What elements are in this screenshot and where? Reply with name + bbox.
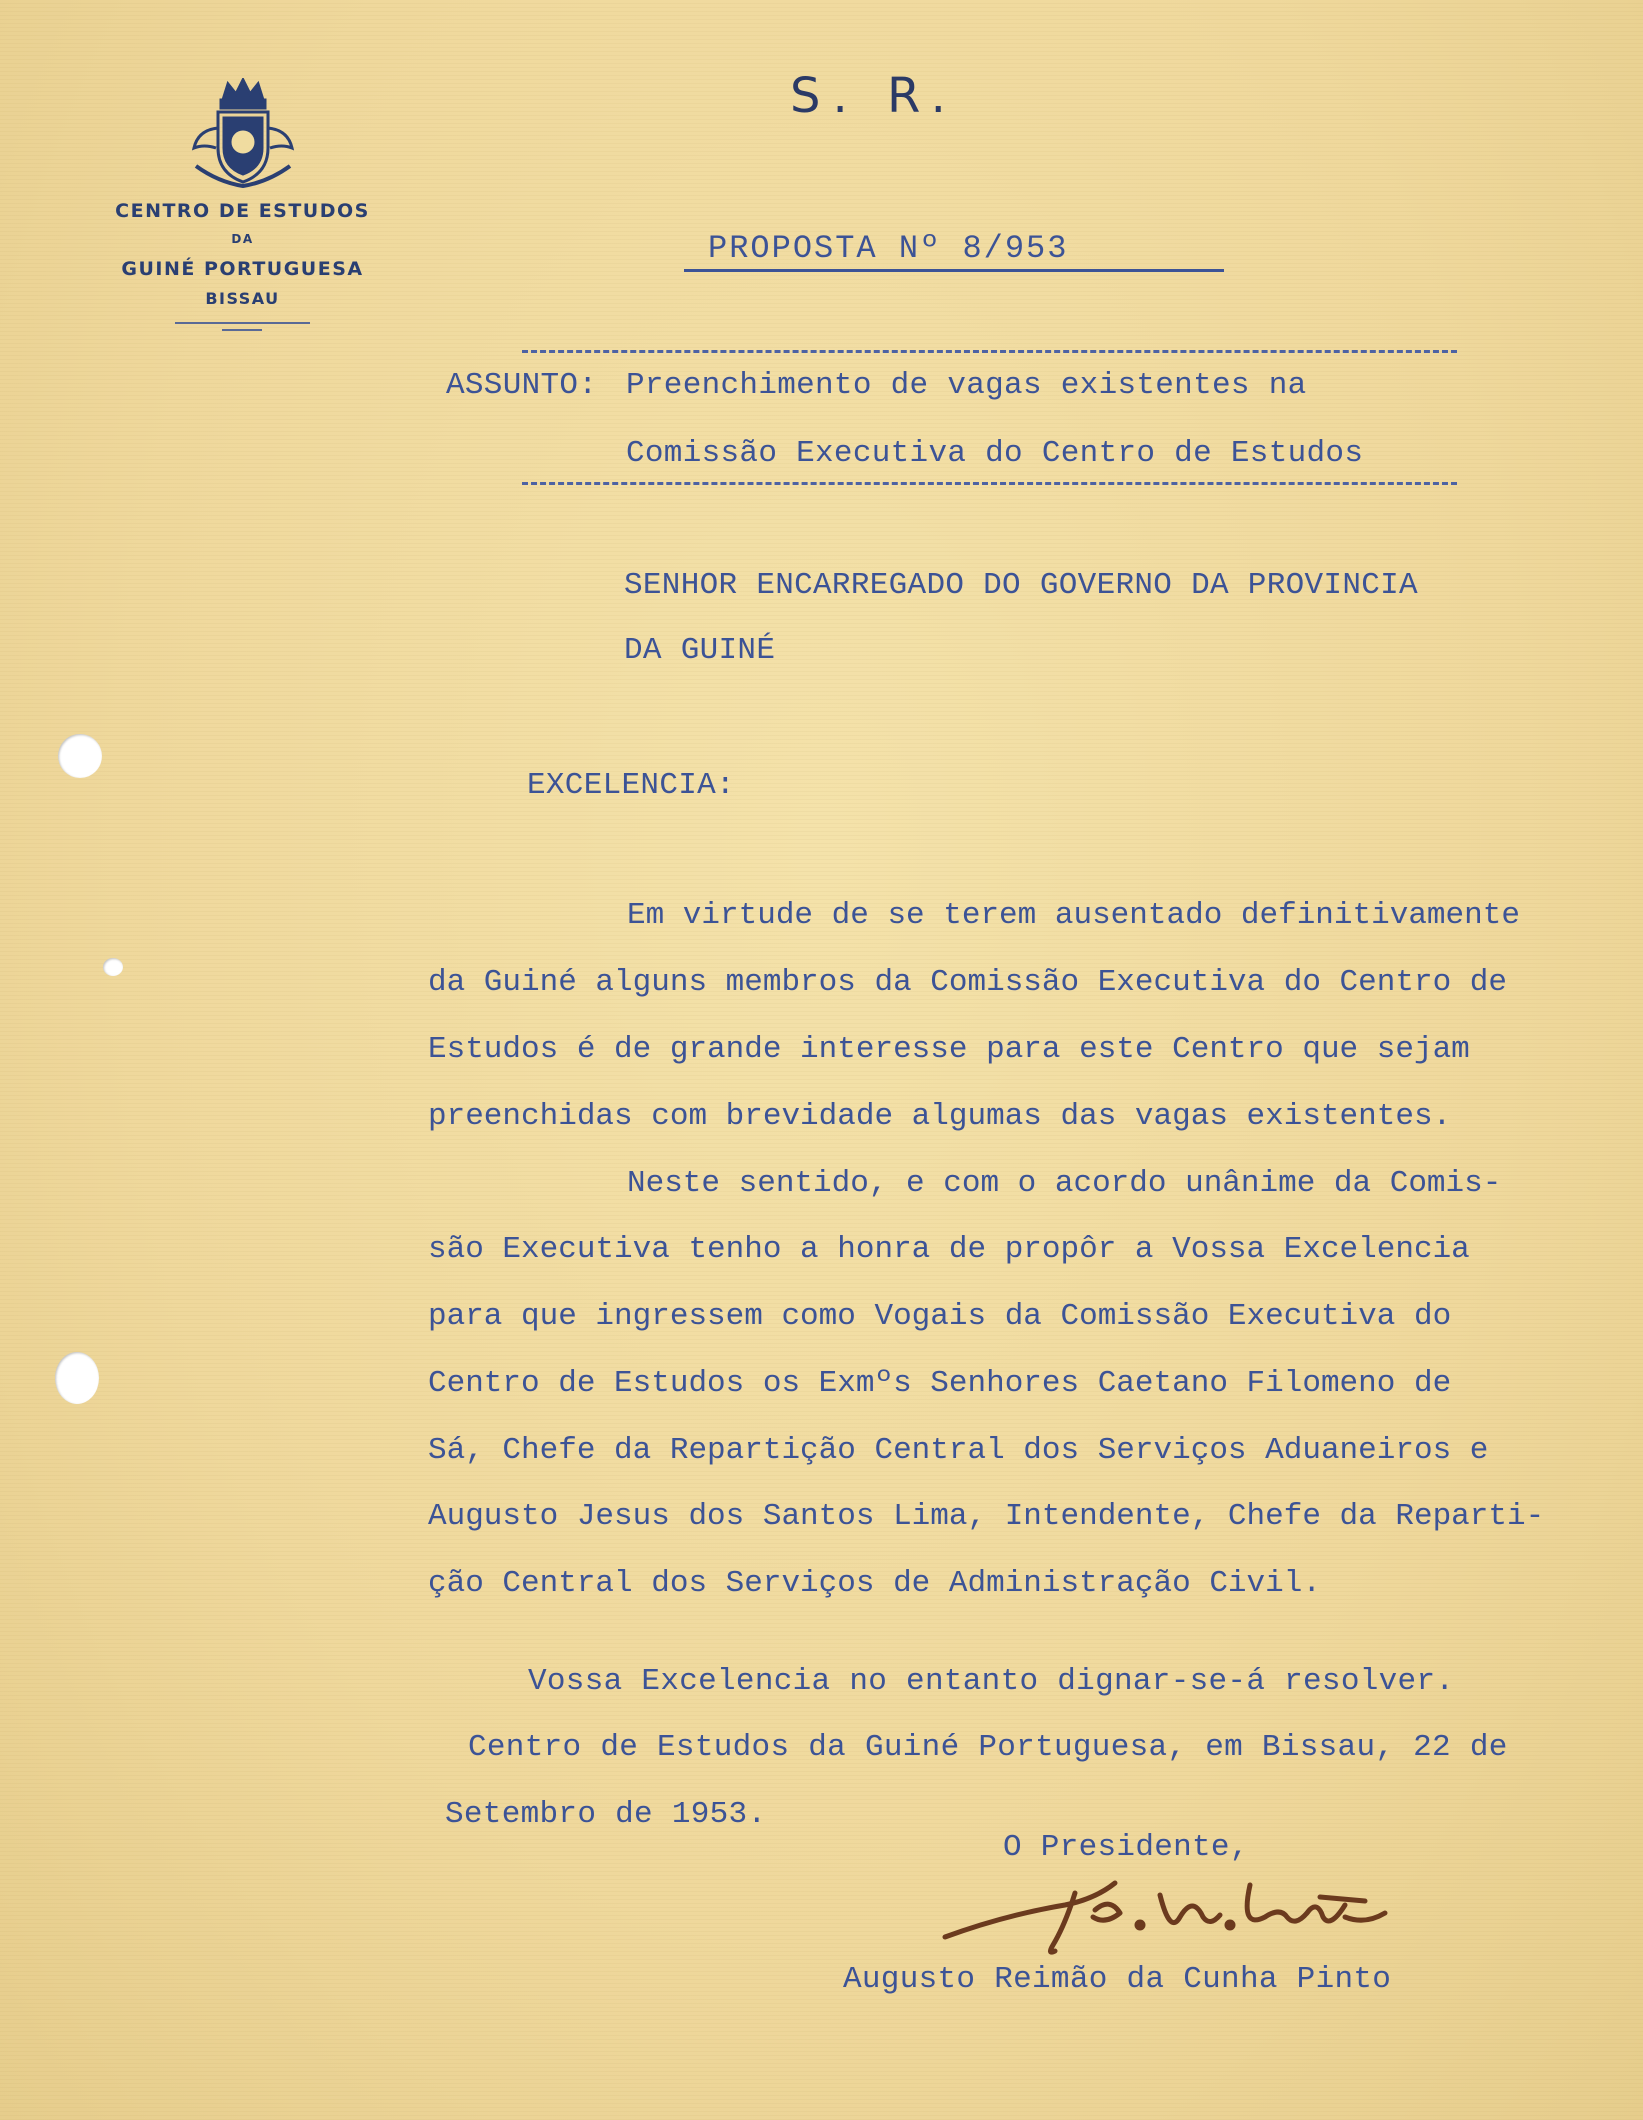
subject-line-1: Preenchimento de vagas existentes na <box>626 368 1307 403</box>
place-date-line-2: Setembro de 1953. <box>445 1797 767 1832</box>
coat-of-arms-seal <box>188 78 298 190</box>
paragraph-1-line-2 <box>428 965 1572 1011</box>
punch-hole-top <box>58 734 102 778</box>
letterhead-rule <box>175 322 310 324</box>
closing-line: Vossa Excelencia no entanto dignar-se-á resolver. <box>528 1664 1455 1699</box>
proposal-underline <box>684 269 1224 272</box>
paragraph-1-text-2: da Guiné alguns membros da Comissão Executiva do Centro de <box>428 965 1507 1000</box>
paragraph-1-text-1: Em virtude de se terem ausentado definitivamente <box>627 898 1520 933</box>
letterhead-line-1: CENTRO DE ESTUDOS <box>115 200 370 222</box>
paragraph-2-text-1: Neste sentido, e com o acordo unânime da Comis- <box>627 1166 1502 1201</box>
paragraph-2-line-7 <box>428 1566 1572 1612</box>
letterhead-rule-short <box>222 329 262 331</box>
paragraph-1-text-3: Estudos é de grande interesse para este Centro que sejam <box>428 1032 1470 1067</box>
handwritten-signature <box>935 1855 1435 1965</box>
signoff: O Presidente, <box>1003 1830 1249 1865</box>
letterhead-line-4: BISSAU <box>205 289 280 308</box>
letterhead-line-2: DA <box>231 232 254 246</box>
classification-stamp: S. R. <box>790 68 958 124</box>
subject-top-dashes <box>522 350 1457 353</box>
paragraph-2-text-2: são Executiva tenho a honra de propôr a Vossa Excelencia <box>428 1232 1470 1267</box>
place-date-line-1: Centro de Estudos da Guiné Portuguesa, em Bissau, 22 de <box>468 1730 1508 1765</box>
paragraph-2-text-7: ção Central dos Serviços de Administração Civil. <box>428 1566 1321 1601</box>
proposal-title: PROPOSTA Nº 8/953 <box>708 230 1069 267</box>
paragraph-1-line-3 <box>428 1032 1572 1078</box>
letterhead-line-3: GUINÉ PORTUGUESA <box>121 258 364 280</box>
paragraph-2-text-3: para que ingressem como Vogais da Comissão Executiva do <box>428 1299 1452 1334</box>
paragraph-2-line-3 <box>428 1299 1572 1345</box>
paragraph-2-text-6: Augusto Jesus dos Santos Lima, Intendente, Chefe da Reparti- <box>428 1499 1545 1534</box>
salutation: EXCELENCIA: <box>527 768 735 803</box>
subject-label: ASSUNTO: <box>446 368 598 403</box>
paragraph-2-line-1 <box>627 1166 1572 1212</box>
paragraph-2-line-6 <box>428 1499 1588 1545</box>
signatory-name: Augusto Reimão da Cunha Pinto <box>843 1962 1392 1997</box>
paragraph-2-line-2 <box>428 1232 1572 1278</box>
paragraph-1-line-1 <box>627 898 1572 944</box>
subject-bottom-dashes <box>522 482 1457 485</box>
subject-line-2: Comissão Executiva do Centro de Estudos <box>626 436 1364 471</box>
paragraph-2-line-4 <box>428 1366 1572 1412</box>
paragraph-1-line-4 <box>428 1099 1572 1145</box>
addressee-line-1: SENHOR ENCARREGADO DO GOVERNO DA PROVINCIA <box>624 568 1418 603</box>
paragraph-1-text-4: preenchidas com brevidade algumas das vagas existentes. <box>428 1099 1452 1134</box>
addressee-line-2: DA GUINÉ <box>624 633 776 668</box>
punch-hole-bottom <box>55 1352 99 1404</box>
paragraph-2-text-5: Sá, Chefe da Repartição Central dos Serviços Aduaneiros e <box>428 1433 1489 1468</box>
punch-hole-middle <box>103 958 123 976</box>
paragraph-2-text-4: Centro de Estudos os Exmºs Senhores Caetano Filomeno de <box>428 1366 1452 1401</box>
paragraph-2-line-5 <box>428 1433 1572 1479</box>
